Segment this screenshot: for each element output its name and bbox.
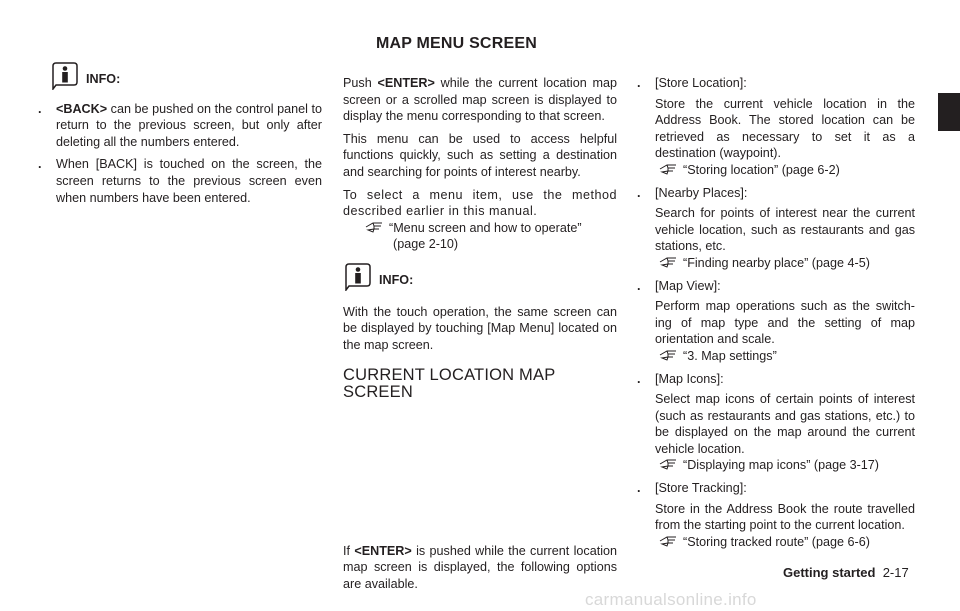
reference-text: “Storing location” (page 6-2) (683, 162, 840, 177)
cross-reference (655, 534, 915, 551)
option-description: Select map icons of certain points of interest (such as restaurants and gas stations, etc.) to be displayed on the map around the current vehicle location. (655, 392, 915, 456)
pointing-hand-icon (659, 458, 679, 475)
footer-section: Getting started (783, 565, 876, 580)
paragraph: To select a menu item, use the method described earlier in this manual. (343, 187, 617, 219)
info-icon (50, 62, 80, 95)
cross-reference (655, 255, 915, 272)
pointing-hand-icon (659, 163, 679, 180)
page-number: 2-17 (882, 565, 909, 580)
paragraph: This menu can be used to access helpful functions quickly, such as setting a destination and searching for points of interest nearby. (343, 131, 617, 179)
list-item (38, 101, 322, 151)
cross-reference (655, 348, 915, 365)
info-icon (343, 263, 373, 296)
column-1 (38, 62, 322, 206)
list-item: . [Nearby Places]: Search for points of interest near the current vehicle location, such as restaurants and gas stations, etc. “Finding nearby place” (page 4-5) (637, 185, 915, 272)
reference-text: “3. Map settings” (683, 348, 777, 363)
section-subheading: CURRENT LOCATION MAP SCREEN (343, 366, 556, 401)
bullet-dot: . (38, 101, 42, 116)
option-description: Store the current vehicle location in the Address Book. The stored location can be retrieved as necessary to set it as a destination (waypoint). (655, 96, 915, 161)
reference-text: “Storing tracked route” (page 6-6) (683, 534, 870, 549)
pointing-hand-icon (365, 221, 385, 238)
column-3 (637, 75, 915, 550)
pointing-hand-icon (659, 535, 679, 552)
list-item: . [Store Location]: Store the current vehicle location in the Address Book. The stored location can be retrieved as necessary to set it as a destination (waypoint). “Storing location” (page 6-2) (637, 75, 915, 179)
paragraph: If <ENTER> is pushed while the current location map screen is displayed, the following options are available. (343, 543, 618, 591)
option-label: [Store Tracking]: (655, 481, 747, 496)
reference-text: “Menu screen and how to operate” (389, 220, 582, 235)
bullet-text: When [BACK] is touched on the screen, the screen returns to the previous screen even when numbers have been entered. (56, 157, 322, 205)
list-item: . [Map View]: Perform map operations such as the switch- ing of map type and the setting of map orientation and scale. “3. Map settings” (637, 278, 915, 365)
watermark: carmanualsonline.info (585, 590, 757, 609)
option-label: [Nearby Places]: (655, 185, 748, 200)
pointing-hand-icon (659, 256, 679, 273)
option-label: [Map Icons]: (655, 371, 724, 386)
option-description: Search for points of interest near the current vehicle location, such as restaurants and gas stations, etc. (655, 206, 915, 254)
enter-key-label: <ENTER> (377, 76, 435, 90)
cross-reference (655, 162, 915, 179)
option-description: Perform map operations such as the switch- ing of map type and the setting of map orientation and scale. (655, 299, 915, 347)
cross-reference (655, 457, 915, 474)
info-label: INFO: (86, 72, 121, 86)
page-footer (783, 565, 909, 580)
pointing-hand-icon (659, 349, 679, 366)
paragraph: Push <ENTER> while the current location map screen or a scrolled map screen is displayed to display the menu corresponding to that screen. (343, 76, 617, 124)
back-key-label: <BACK> (56, 101, 108, 116)
option-description: Store in the Address Book the route travelled from the starting point to the current location. (655, 501, 915, 533)
option-label: [Store Location]: (655, 76, 747, 90)
paragraph: With the touch operation, the same screen can be displayed by touching [Map Menu] located on the map screen. (343, 304, 617, 352)
info-label: INFO: (379, 272, 414, 287)
info-box (343, 263, 617, 296)
column-2 (343, 75, 617, 592)
option-label: [Map View]: (655, 278, 721, 293)
reference-page: (page 2-10) (393, 237, 459, 252)
chapter-tab-marker (938, 93, 960, 131)
cross-reference (343, 220, 617, 253)
bullet-dot: . (38, 157, 42, 172)
page-title: MAP MENU SCREEN (376, 35, 537, 52)
enter-key-label: <ENTER> (354, 543, 412, 558)
reference-text: “Finding nearby place” (page 4-5) (683, 255, 870, 270)
list-item: . [Store Tracking]: Store in the Address Book the route travelled from the starting point to the current location. “Storing tracked route” (page 6-6) (637, 480, 915, 550)
list-item (38, 156, 322, 206)
reference-text: “Displaying map icons” (page 3-17) (683, 458, 879, 473)
bullet-text: can be pushed on the control panel to return to the previous screen, but only after deleting all the numbers entered. (56, 101, 322, 149)
list-item: . [Map Icons]: Select map icons of certain points of interest (such as restaurants and gas stations, etc.) to be displayed on the map around the current vehicle location. “Displaying map icons” (page 3-17) (637, 371, 915, 475)
info-box (50, 62, 322, 95)
